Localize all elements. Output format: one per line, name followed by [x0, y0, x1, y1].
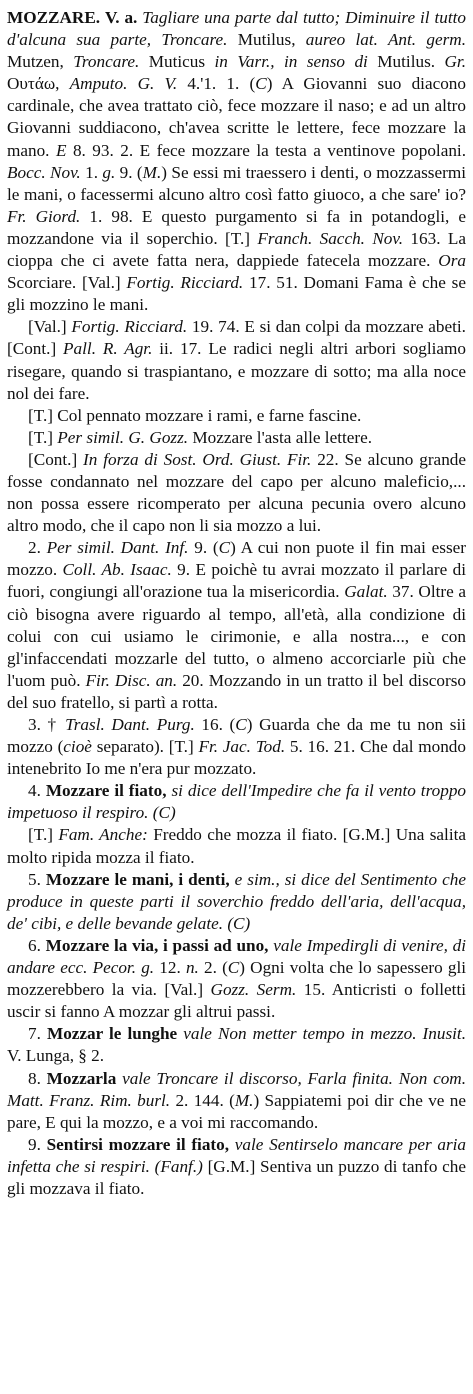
text-run: Mozzare il fiato, [45, 781, 167, 801]
text-run: Coll. Ab. Isaac. [62, 560, 172, 580]
text-run: 22. Se alcuno grande fosse condannato nel mozzare del capo per alcuno maleficio,... non possa essere ricomperato per alcuna pecunia overo alcuno altro modo, che il capo non li sia mozzo a lui. [7, 449, 467, 536]
paragraph-runs [7, 715, 466, 778]
text-run: Fortig. Ricciard. [126, 273, 244, 293]
sense-3 [7, 714, 466, 780]
text-run: 8. [28, 1068, 47, 1088]
text-run: 12. [154, 958, 186, 978]
text-run: Fir. Disc. an. [85, 670, 178, 690]
text-run: ) Ogni volta che lo sapessero gli mozzerebbero la via. [Val.] [7, 958, 467, 1000]
text-run: Amputo. [69, 74, 128, 94]
text-run: 2. ( [198, 958, 228, 978]
text-run: ) Se essi mi traessero i denti, o mozzassermi le mani, o facessermi alcuno altro così fatto giuoco, a che sare' io? [7, 162, 466, 204]
text-run: 2. [28, 538, 47, 558]
paragraph-runs [28, 406, 361, 425]
text-run: Bocc. Nov. [7, 162, 81, 182]
text-run: in Varr., in senso di [214, 52, 368, 72]
text-run: [T.] [28, 427, 58, 447]
text-run: Pall. R. Agr. [63, 339, 153, 359]
sense-7 [7, 1023, 466, 1067]
text-run: e sim., si dice del Sentimento che produce in queste parti il soverchio freddo dell'aria, dell'acqua, de' cibi, e delle bevande gelate. (C) [7, 869, 466, 933]
text-run: Gozz. Serm. [210, 980, 297, 1000]
text-run: vale Impedirgli di venire, di andare ecc. Pecor. g. [7, 935, 467, 978]
text-run: Gr. [444, 52, 466, 72]
paragraph-runs [7, 1024, 466, 1065]
text-run: Trasl. Dant. Purg. [65, 715, 195, 734]
paragraph-runs [7, 8, 466, 314]
text-run: ] [244, 228, 258, 248]
text-run: Fr. Giord. [7, 206, 81, 226]
text-run: M. [234, 1090, 254, 1110]
text-run: Fam. Anche: [58, 825, 148, 845]
text-run: C [218, 538, 231, 558]
text-run: cioè [63, 737, 92, 757]
text-run: Mutzen, [7, 52, 74, 72]
entry-paragraph-5 [7, 449, 466, 537]
text-run: V. Lunga, § 2. [7, 1046, 105, 1066]
text-run: separato). [T.] [91, 737, 199, 757]
text-run: 5. [28, 869, 46, 889]
paragraph-runs [7, 936, 466, 1021]
text-run: 7. [28, 1024, 47, 1044]
text-run: ) Sappiatemi poi dir che ve ne pare, E qui la mozzo, e a voi mi raccomando. [7, 1090, 466, 1132]
paragraph-runs [28, 428, 372, 447]
paragraph-runs [7, 538, 466, 712]
text-run: 3. † [28, 715, 66, 734]
text-run: 17. 51. Domani Fama è che se gli mozzino le mani. [7, 273, 466, 315]
text-run: 4.'1. 1. ( [177, 74, 256, 94]
paragraph-runs [7, 450, 466, 535]
text-run: Mozzar le lunghe [46, 1024, 178, 1044]
text-run: Sentirsi mozzare il fiato, [46, 1134, 230, 1154]
text-run: 9. E poichè tu avrai mozzato il parlare di fuori, congiungi all'orazione tua la misericordia. [7, 560, 466, 602]
text-run: Fortig. Ricciard. [71, 317, 188, 337]
text-run: Galat. [344, 582, 388, 602]
sense-6 [7, 935, 466, 1023]
text-run: ) A cui non puote il fin mai esser mozzo. [7, 538, 466, 580]
text-run: [T.] Col pennato mozzare i rami, e farne fascine. [28, 405, 362, 425]
text-run: V. a. [105, 8, 138, 27]
sense-4-example [7, 824, 466, 868]
text-run: Per simil. Dant. Inf. [46, 538, 189, 558]
text-run: [Cont.] [28, 449, 84, 469]
text-run: C [235, 715, 247, 734]
text-run: vale Sentirselo mancare per aria infetta che si respiri. (Fanf.) [7, 1134, 467, 1176]
text-run: Mozzare l'asta alle lettere. [188, 427, 373, 447]
text-run: n. [185, 958, 199, 978]
text-run: 6. [28, 935, 46, 955]
text-run: 19. 74. E si dan colpi da mozzare abeti. [Cont.] [7, 317, 466, 359]
text-run: E [55, 140, 67, 160]
text-run: T. [230, 228, 245, 248]
paragraph-runs [7, 825, 466, 866]
paragraph-runs [7, 781, 466, 822]
text-run: [G.M.] Sentiva un puzzo di tanfo che gli mozzava il fiato. [7, 1156, 467, 1198]
text-run: Per simil. G. Gozz. [57, 427, 189, 447]
entry-paragraph-4 [7, 427, 466, 449]
text-run: Scorciare. [Val.] [7, 273, 127, 293]
text-run: 37. Oltre a ciò bisogna avere riguardo al tempo, all'età, alla condizione di colui con cui usiamo le cirimonie, e alla nostra..., e con gl'infaccendati mozzarle del tutto, o almeno accorciarle più che l'uom può. [7, 582, 466, 690]
text-run: ) Guarda che da me tu non sii mozzo ( [7, 715, 467, 757]
text-run: 1. [80, 162, 103, 182]
headword: MOZZARE. [7, 8, 101, 27]
text-run: [T.] [28, 825, 59, 845]
sense-8 [7, 1068, 466, 1134]
entry-paragraph-2 [7, 316, 466, 404]
paragraph-runs [7, 1069, 466, 1132]
paragraph-runs [7, 870, 466, 933]
text-run: vale Troncare il discorso, Farla finita. Non com. Matt. Franz. Rim. burl. [7, 1068, 467, 1110]
text-run: 2. 144. ( [170, 1090, 235, 1110]
sense-9 [7, 1134, 466, 1200]
text-run: G. V. [137, 74, 178, 94]
text-run: 9. ( [188, 538, 219, 558]
entry-paragraph-1 [7, 7, 466, 316]
text-run: si dice dell'Impedire che fa il vento troppo impetuoso il respiro. (C) [7, 781, 467, 823]
text-run: Ora [438, 251, 466, 271]
text-run: Troncare. [161, 30, 228, 50]
text-run: 163. La cioppa che ci avete fatta nera, dappiede fatecela mozzare. [7, 228, 466, 271]
text-run: Mutilus, [227, 30, 306, 50]
text-run: ii. 17. Le radici negli altri arbori sogliamo risegare, quando si traspiantano, e mozzare di sotto; ma alla noce nol dei fare. [7, 339, 467, 403]
entry-paragraph-3 [7, 405, 466, 427]
text-run: g. [102, 162, 116, 182]
text-run: C [255, 74, 267, 94]
text-run: Troncare. [73, 52, 140, 72]
sense-5 [7, 869, 466, 935]
text-run: 9. [28, 1134, 47, 1154]
text-run: ) A Giovanni suo diacono cardinale, che avea trattato ciò, fece mozzare il naso; e ad un altro Giovanni suddiacono, ch'avea scritte le lettere, fece mozzare la mano. [7, 74, 466, 160]
sense-4 [7, 780, 466, 824]
text-run: aureo lat. Ant. germ. [305, 30, 467, 50]
text-run: In forza di Sost. Ord. Giust. Fir. [83, 449, 312, 469]
text-run: Tagliare una parte dal tutto; Diminuire il tutto d'alcuna sua parte, [7, 8, 467, 50]
text-run: C [227, 958, 240, 978]
text-run: Franch. Sacch. Nov. [257, 228, 404, 248]
text-run: Muticus [139, 52, 215, 72]
text-run: 1. 98. E questo purgamento si fa in potandogli, e mozzandone via il soperchio. [ [7, 206, 466, 248]
sense-2 [7, 537, 466, 714]
text-run: 16. ( [194, 715, 236, 734]
text-run: 4. [28, 781, 46, 801]
text-run: Freddo che mozza il fiato. [G.M.] Una salita molto ripida mozza il fiato. [7, 825, 466, 867]
text-run: vale Non metter tempo in mezzo. Inusit. [183, 1024, 467, 1044]
text-run: Fr. Jac. Tod. [198, 737, 286, 757]
text-run: 8. 93. 2. E fece mozzare la testa a ventinove popolani. [66, 140, 467, 160]
paragraph-runs [7, 1135, 466, 1198]
text-run: 5. 16. 21. Che dal mondo intenebrito Io me n'era pur mozzato. [7, 737, 466, 779]
text-run: 9. ( [115, 162, 143, 182]
paragraph-runs [7, 317, 466, 402]
text-run: Mozzare la via, i passi ad uno, [45, 935, 269, 955]
text-run [127, 74, 137, 93]
text-run: Mozzare le mani, i denti, [45, 869, 230, 889]
text-run: Mozzarla [46, 1068, 117, 1088]
text-run: Mutilus. [367, 52, 445, 72]
text-run: Ουτάω, [7, 74, 70, 94]
text-run: 15. Anticristi o folletti uscir si fanno A mozzar gli altrui passi. [7, 980, 467, 1022]
text-run: [Val.] [28, 317, 72, 337]
text-run: 20. Mozzando in un tratto il bel discorso del suo fratello, si partì a rotta. [7, 670, 466, 712]
text-run [151, 30, 161, 49]
text-run: M. [142, 162, 162, 182]
